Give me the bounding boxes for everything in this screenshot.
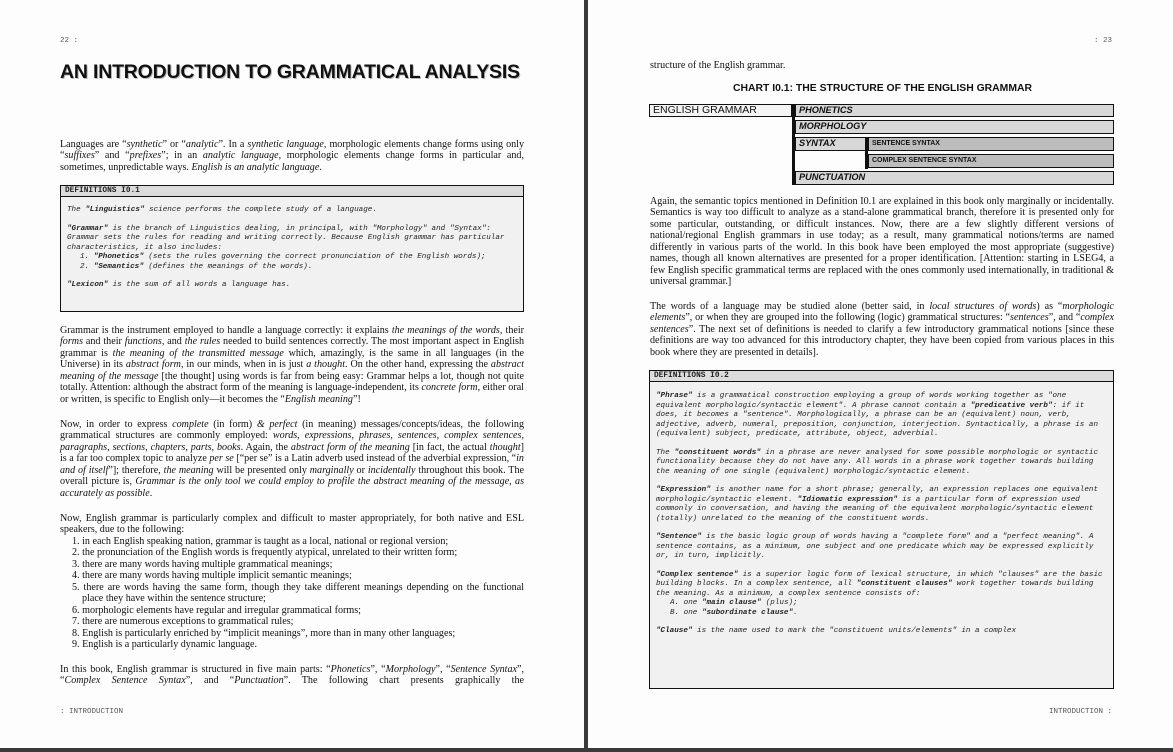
emphasis-text: the meanings of the words <box>391 325 500 336</box>
chapter-title: AN INTRODUCTION TO GRAMMATICAL ANALYSIS <box>60 61 520 83</box>
emphasis-text: abstract form <box>125 359 181 371</box>
emphasis-text: English is an analytic language <box>191 161 320 173</box>
chart-node-phonetics: PHONETICS <box>795 104 1114 117</box>
emphasis-text: Complex Sentence Syntax <box>64 675 186 687</box>
emphasis-text: local structures of words <box>929 301 1037 312</box>
intro-paragraph: Languages are “synthetic” or “analytic”. In a synthetic language, morphologic elements change forms using only “suffixes” and “prefixes”; in an analytic language, morphologic elements change forms in particular and, sometimes, unpredictable ways. English is an analytic language. <box>60 139 525 173</box>
term-text: "Lexicon" <box>67 281 109 289</box>
emphasis-text: Morphology <box>385 664 436 675</box>
term-text: "Phrase" <box>656 392 693 400</box>
emphasis-text: concrete form <box>421 382 478 394</box>
definition-entry: The "constituent words" in a phrase are never analysed for some possible morphologic or syntactic functionality because they do not have any. All words in a phrase work together towards building the meaning of one single (equivalent) morphologic/syntactic element. <box>656 448 1099 476</box>
emphasis-text: abstract form of the meaning <box>290 441 410 453</box>
emphasis-text: the rules <box>184 336 221 348</box>
structures-paragraph: Now, in order to express complete (in form) & perfect (in meaning) messages/concepts/ideas, the following grammatical structures are commonly employed: words, expressions, phrases, sentences, complex sentences, paragraphs, sections, chapters, parts, books. Again, the abstract form of the meaning [in fact, the actual thought] is a far too complex topic to analyze per se [“per se” is a Latin adverb used instead of the adverbial expression, “in and of itself”]; therefore, the meaning will be presented only marginally or incidentally throughout this book. The overall picture is, Grammar is the only tool we could employ to profile the abstract meaning of the message, as accurately as possible. <box>60 419 525 499</box>
emphasis-text: Sentence Syntax <box>450 664 517 675</box>
term-text: "predicative verb" <box>970 401 1053 410</box>
semantics-paragraph: Again, the semantic topics mentioned in Definition I0.1 are explained in this book only marginally or incidentally. Semantics is way too difficult to analyze as a stand-alone grammatical branch, therefore it is presented only for some particular, outstanding, or difficult instances. Now, there are a few slightly different versions of national/regional English grammars in use today; as a result, many grammatical notions/terms are named differently in various parts of the world. In this book have been employed the most appropriate (suggestive) names, though all known alternatives are presented for a proper identification. [Attention: starting in LSEG4, a few English specific grammatical terms are replaced with the ones commonly used internationally, in traditional & universal grammar.] <box>650 196 1114 288</box>
reason-item: 1. in each English speaking nation, grammar is taught as a local, national or regional version; <box>72 535 449 547</box>
emphasis-text: complex sentences <box>650 312 1114 335</box>
emphasis-text: in and of itself <box>60 453 524 476</box>
term-text: "Complex sentence" <box>656 570 739 579</box>
emphasis-text: English meaning <box>284 393 353 405</box>
page-footer: : INTRODUCTION <box>60 708 124 716</box>
definition-subentry: A. one "main clause" (plus); <box>670 599 798 607</box>
emphasis-text: synthetic <box>126 139 163 150</box>
reason-item: 6. morphologic elements have regular and irregular grammatical forms; <box>72 604 361 616</box>
emphasis-text: forms <box>60 336 83 348</box>
term-text: "constituent clauses" <box>856 580 953 588</box>
term-text: "subordinate clause" <box>701 608 794 617</box>
chart-node-punctuation: PUNCTUATION <box>795 171 1114 185</box>
term-text: "Clause" <box>656 627 693 635</box>
term-text: "Expression" <box>656 486 711 494</box>
definition-entry: "Expression" is another name for a short phrase; generally, an expression replaces one equivalent morphologic/syntactic element. "Idiomatic expression" is a particular form of expression used commonly in conversation, and having the meaning of the equivalent morphologic/syntactic element (totally) unrelated to the meaning of the constituent words. <box>656 486 1099 523</box>
chart-title: CHART I0.1: THE STRUCTURE OF THE ENGLISH GRAMMAR <box>732 83 1033 94</box>
emphasis-text: functions <box>124 336 162 348</box>
definition-subentry: 2. "Semantics" (defines the meanings of the words). <box>80 262 313 271</box>
chart-node-sentence-syntax: SENTENCE SYNTAX <box>868 137 1114 151</box>
definitions-box-i0-1 <box>60 185 524 312</box>
emphasis-text: complete <box>172 419 209 430</box>
emphasis-text: a thought <box>306 359 346 371</box>
definition-entry: "Sentence" is the basic logic group of words having a "complete form" and a "perfect meaning". A sentence contains, as a minimum, one subject and one predicate which may be expressed explicitly or, in turn, implicitly. <box>656 533 1094 560</box>
definition-subentry: B. one "subordinate clause". <box>670 608 798 617</box>
grammar-paragraph: Grammar is the instrument employed to handle a language correctly: it explains the meanings of the words, their forms and their functions, and the rules needed to build sentences correctly. The most important aspect in English grammar is the meaning of the transmitted message which, amazingly, is the same in all languages (in the Universe) in its abstract form, in our minds, when in is just a thought. On the other hand, expressing the abstract meaning of the message [the thought] using words is far from being easy: Grammar helps a lot, though not quite totally. Attention: although the abstract form of the meaning is language-independent, its concrete form, either oral or written, is specific to English only—it becomes the “English meaning”! <box>60 325 525 405</box>
emphasis-text: marginally <box>309 464 354 476</box>
emphasis-text: analytic <box>185 139 219 150</box>
reason-item: 9. English is a particularly dynamic language. <box>72 638 257 650</box>
chart-node-morphology: MORPHOLOGY <box>795 120 1114 134</box>
reason-item: 2. the pronunciation of the English words is frequently atypical, unrelated to their written form; <box>72 547 458 559</box>
page-number: 22 : <box>60 37 79 45</box>
emphasis-text: thought <box>489 441 521 453</box>
term-text: "Grammar" <box>67 224 109 233</box>
emphasis-text: Grammar is the only tool we could employ to profile the abstract meaning of the message, as accurately as possible <box>60 476 525 499</box>
definition-entry: "Phrase" is a grammatical construction employing a group of words working together as "one equivalent morphologic/syntactic element". A phrase cannot contain a "predicative verb": if it does, it becomes a "sentence". Morphologically, a phrase can be an (equivalent) noun, verb, adjective, adverb, numeral, preposition, conjunction, interjection. Syntactically, a phrase is an (equivalent) subject, predicate, attribute, object, adverbial. <box>656 392 1099 438</box>
page-footer: INTRODUCTION : <box>1048 708 1112 716</box>
emphasis-text: Punctuation <box>234 675 284 687</box>
term-text: "Sentence" <box>656 533 702 541</box>
emphasis-text: incidentally <box>367 464 416 476</box>
reason-item: 8. English is particularly enriched by “implicit meanings”, more than in many other languages; <box>72 627 456 639</box>
definition-entry: "Lexicon" is the sum of all words a language has. <box>67 281 291 289</box>
definition-subentry: 1. "Phonetics" (sets the rules governing the correct pronunciation of the English words); <box>80 253 486 261</box>
emphasis-text: morphologic elements <box>650 301 1114 324</box>
emphasis-text: words, expressions, phrases, sentences, complex sentences, paragraphs, sections, chapters, parts, books <box>60 430 524 453</box>
page-number: : 23 <box>1093 37 1112 45</box>
emphasis-text: abstract meaning of the message <box>60 359 524 382</box>
term-text: "main clause" <box>701 599 762 607</box>
definition-entry: "Grammar" is the branch of Linguistics dealing, in principal, with "Morphology" and "Syntax": Grammar sets the rules for reading and writing correctly. Because English grammar has particular characteristics, it also includes: <box>67 224 505 252</box>
emphasis-text: sentences <box>1010 312 1049 324</box>
emphasis-text: suffixes <box>64 150 95 162</box>
continuation-text: structure of the English grammar. <box>650 60 786 71</box>
term-text: "Idiomatic expression" <box>797 495 898 504</box>
emphasis-text: & perfect <box>256 419 298 430</box>
reason-item: 5. there are words having the same form, though they take different meanings depending on the functional place they have within the sentence structure; <box>72 581 524 605</box>
definitions-heading: DEFINITIONS I0.2 <box>650 371 1113 382</box>
definition-entry: The "Linguistics" science performs the complete study of a language. <box>67 206 377 214</box>
reason-item: 4. there are many words having multiple implicit semantic meanings; <box>72 570 352 582</box>
reason-item: 7. there are numerous exceptions to grammatical rules; <box>72 616 294 628</box>
definition-entry: "Complex sentence" is a superior logic form of lexical structure, in which "clauses" are the basic building blocks. In a complex sentence, all "constituent clauses" work together towards building the meaning. As a minimum, a complex sentence consists of: <box>656 570 1103 598</box>
reasons-list <box>60 536 524 651</box>
complexity-section <box>60 513 524 650</box>
parts-paragraph: In this book, English grammar is structured in five main parts: “Phonetics”, “Morphology”, “Sentence Syntax”, “Complex Sentence Syntax”, and “Punctuation”. The following chart presents graphically the <box>60 664 525 687</box>
emphasis-text: the meaning of the transmitted message <box>112 347 284 359</box>
term-text: "Phonetics" <box>93 253 144 261</box>
emphasis-text: the meaning <box>163 464 214 476</box>
emphasis-text: synthetic language <box>247 139 324 150</box>
reason-item: 3. there are many words having multiple grammatical meanings; <box>72 558 333 570</box>
emphasis-text: analytic language <box>202 150 279 162</box>
emphasis-text: Phonetics <box>330 664 371 675</box>
chart-node-syntax: SYNTAX <box>795 137 867 151</box>
chart-node-english-grammar: ENGLISH GRAMMAR <box>649 104 792 117</box>
chart-node-complex-sentence-syntax: COMPLEX SENTENCE SYNTAX <box>868 154 1114 168</box>
emphasis-text: per se <box>209 453 234 465</box>
complexity-intro: Now, English grammar is particularly complex and difficult to master appropriately, for both native and ESL speakers, due to the following: <box>60 513 524 536</box>
definitions-heading: DEFINITIONS I0.1 <box>61 186 523 197</box>
definitions-box-i0-2 <box>649 370 1114 689</box>
left-page <box>0 0 584 748</box>
emphasis-text: prefixes <box>129 150 162 162</box>
term-text: "Semantics" <box>93 262 144 271</box>
term-text: "constituent words" <box>674 448 761 457</box>
definition-entry: "Clause" is the name used to mark the "constituent units/elements" in a complex <box>656 627 1017 635</box>
term-text: "Linguistics" <box>85 206 145 214</box>
words-paragraph: The words of a language may be studied alone (better said, in local structures of words) as “morphologic elements”, or when they are grouped into the following (logic) grammatical structures: “sentences”, and “complex sentences”. The next set of definitions is needed to clarify a few introductory grammatical notions [since these definitions are way too advanced for this introductory chapter, they have been copied from various places in this book where they are presented in details]. <box>650 301 1114 358</box>
